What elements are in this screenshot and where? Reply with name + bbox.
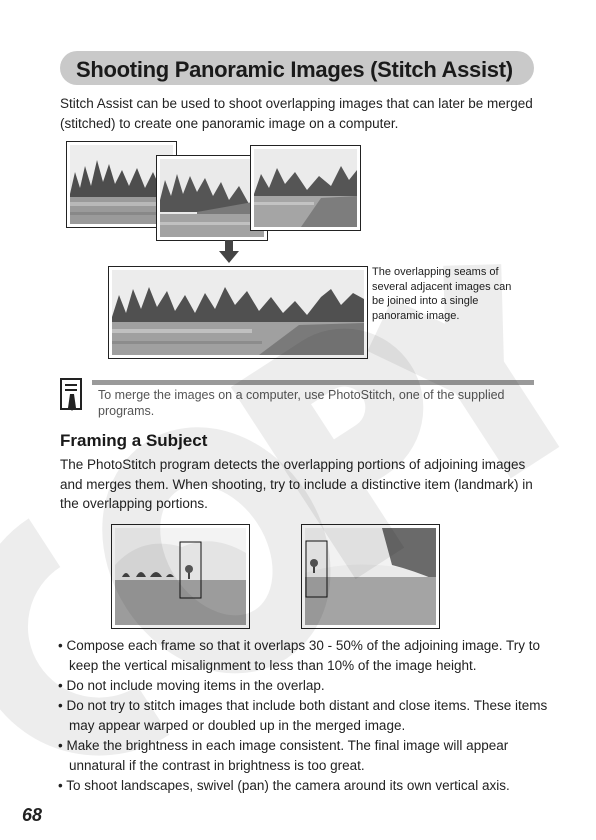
section-paragraph: The PhotoStitch program detects the overlapping portions of adjoining images and merges them. When shooting, try to include a distinctive item (landmark) in the overlapping portions. <box>60 457 533 511</box>
lake-photo-right <box>250 145 361 231</box>
page-number: 68 <box>22 805 43 825</box>
list-item: • Compose each frame so that it overlaps 30 - 50% of the adjoining image. Try to keep the vertical misalignment to less than 10% of the image height. <box>58 638 540 673</box>
note-divider <box>92 380 534 385</box>
section-heading: Framing a Subject <box>60 431 208 450</box>
intro-paragraph: Stitch Assist can be used to shoot overlapping images that can later be merged (stitched) to create one panoramic image on a computer. <box>60 96 533 131</box>
page-title: Shooting Panoramic Images (Stitch Assist) <box>76 57 513 82</box>
note-text: To merge the images on a computer, use PhotoStitch, one of the supplied programs. <box>98 388 505 418</box>
framing-photo-right <box>301 524 440 629</box>
tips-list <box>58 636 548 796</box>
framing-photo-left <box>111 524 250 629</box>
list-item: • Make the brightness in each image consistent. The final image will appear unnatural if the contrast in brightness is too great. <box>58 738 509 773</box>
list-item: • Do not try to stitch images that include both distant and close items. These items may appear warped or doubled up in the merged image. <box>58 698 548 733</box>
list-item: • Do not include moving items in the overlap. <box>58 678 325 693</box>
arrow-down-icon <box>219 240 239 264</box>
note-pencil-icon <box>60 378 86 412</box>
list-item: • To shoot landscapes, swivel (pan) the camera around its own vertical axis. <box>58 778 510 793</box>
figure-caption: The overlapping seams of several adjacent images can be joined into a single panoramic image. <box>372 266 512 322</box>
panorama-photo <box>108 266 368 359</box>
